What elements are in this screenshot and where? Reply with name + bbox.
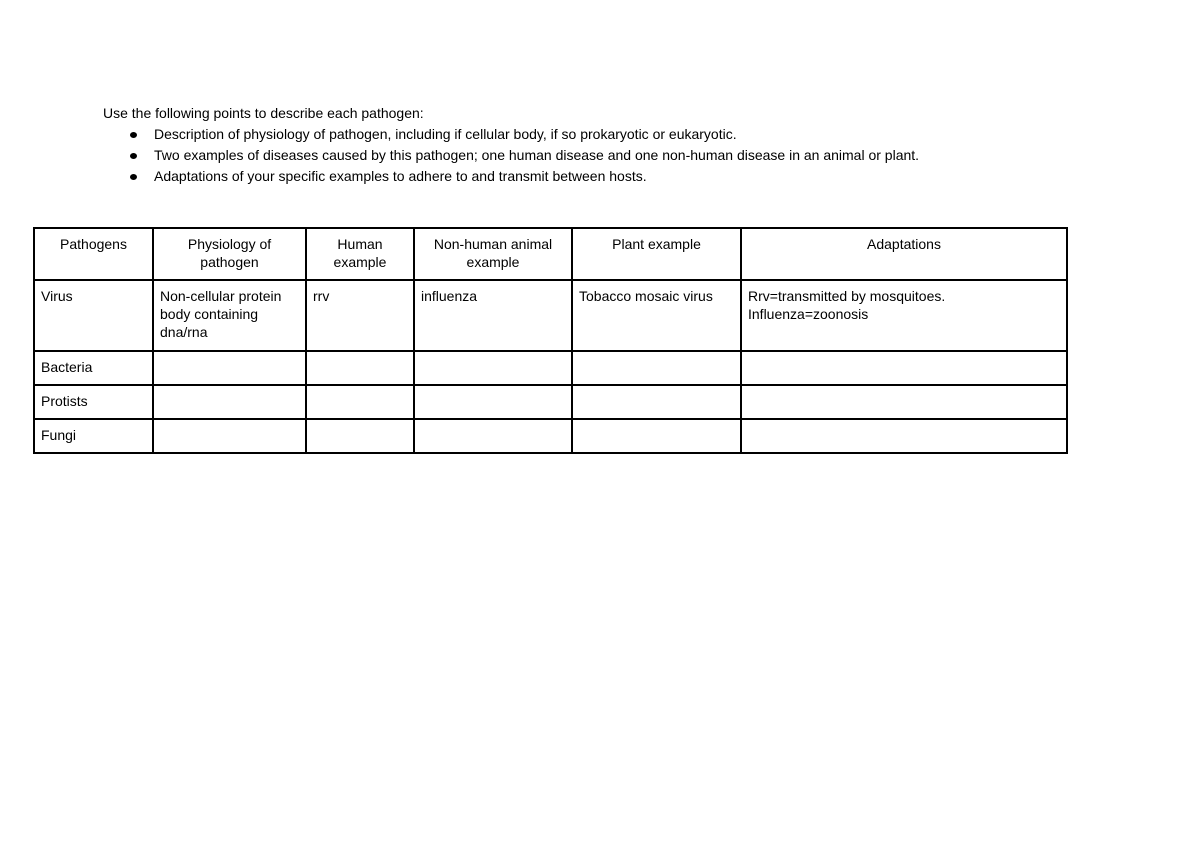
header-plant-text: Plant example <box>612 236 701 252</box>
header-adaptations-text: Adaptations <box>867 236 941 252</box>
list-item-text: Description of physiology of pathogen, including if cellular body, if so prokaryotic or eukaryotic. <box>154 126 737 142</box>
header-non-human-line: example <box>466 254 520 270</box>
instructions-block <box>103 103 919 187</box>
instructions-intro: Use the following points to describe each pathogen: <box>103 105 424 121</box>
cell-human[interactable] <box>306 419 414 453</box>
cell-physiology[interactable] <box>153 351 306 385</box>
header-non-human-line: Non-human animal <box>433 236 553 252</box>
header-physiology-line: Physiology of <box>187 236 272 252</box>
cell-adaptations[interactable] <box>741 419 1067 453</box>
list-item-text: Two examples of diseases caused by this pathogen; one human disease and one non-human disease in an animal or plant. <box>154 147 920 163</box>
bullet-icon <box>130 153 137 159</box>
header-pathogens <box>34 228 153 280</box>
header-non-human-example <box>414 228 572 280</box>
cell-physiology[interactable] <box>153 280 306 351</box>
header-plant-example <box>572 228 741 280</box>
header-human-line: Human <box>337 236 383 252</box>
cell-plant[interactable] <box>572 280 741 351</box>
pathogen-table <box>33 227 1068 454</box>
instructions-list <box>103 124 919 187</box>
cell-non-human[interactable] <box>414 351 572 385</box>
header-human-line: example <box>333 254 387 270</box>
cell-human[interactable] <box>306 351 414 385</box>
cell-text: Virus <box>41 288 73 304</box>
cell-pathogen[interactable] <box>34 419 153 453</box>
list-item <box>103 145 919 166</box>
table-row <box>34 280 1067 351</box>
bullet-icon <box>130 174 137 180</box>
table-row <box>34 419 1067 453</box>
cell-text: Bacteria <box>41 359 93 375</box>
header-human-example <box>306 228 414 280</box>
header-adaptations <box>741 228 1067 280</box>
cell-physiology[interactable] <box>153 385 306 419</box>
cell-plant[interactable] <box>572 419 741 453</box>
list-item <box>103 124 919 145</box>
cell-plant[interactable] <box>572 385 741 419</box>
cell-plant[interactable] <box>572 351 741 385</box>
cell-human[interactable] <box>306 385 414 419</box>
cell-line: Rrv=transmitted by mosquitoes. <box>748 288 946 304</box>
cell-pathogen[interactable] <box>34 351 153 385</box>
cell-pathogen[interactable] <box>34 385 153 419</box>
table-header-row <box>34 228 1067 280</box>
cell-non-human[interactable] <box>414 280 572 351</box>
list-item <box>103 166 919 187</box>
cell-adaptations[interactable] <box>741 385 1067 419</box>
cell-text: Tobacco mosaic virus <box>579 288 713 304</box>
bullet-icon <box>130 132 137 138</box>
cell-non-human[interactable] <box>414 419 572 453</box>
cell-line: Influenza=zoonosis <box>748 306 869 322</box>
cell-physiology[interactable] <box>153 419 306 453</box>
cell-pathogen[interactable] <box>34 280 153 351</box>
cell-adaptations[interactable] <box>741 351 1067 385</box>
cell-line: body containing <box>160 306 259 322</box>
cell-line: Non-cellular protein <box>160 288 282 304</box>
table-row <box>34 351 1067 385</box>
table-row <box>34 385 1067 419</box>
cell-text: influenza <box>421 288 478 304</box>
cell-adaptations[interactable] <box>741 280 1067 351</box>
header-physiology-line: pathogen <box>200 254 259 270</box>
cell-text: rrv <box>313 288 330 304</box>
cell-non-human[interactable] <box>414 385 572 419</box>
cell-line: dna/rna <box>160 324 208 340</box>
header-pathogens-text: Pathogens <box>60 236 127 252</box>
cell-human[interactable] <box>306 280 414 351</box>
list-item-text: Adaptations of your specific examples to adhere to and transmit between hosts. <box>154 168 647 184</box>
cell-text: Protists <box>41 393 88 409</box>
header-physiology <box>153 228 306 280</box>
cell-text: Fungi <box>41 427 77 443</box>
